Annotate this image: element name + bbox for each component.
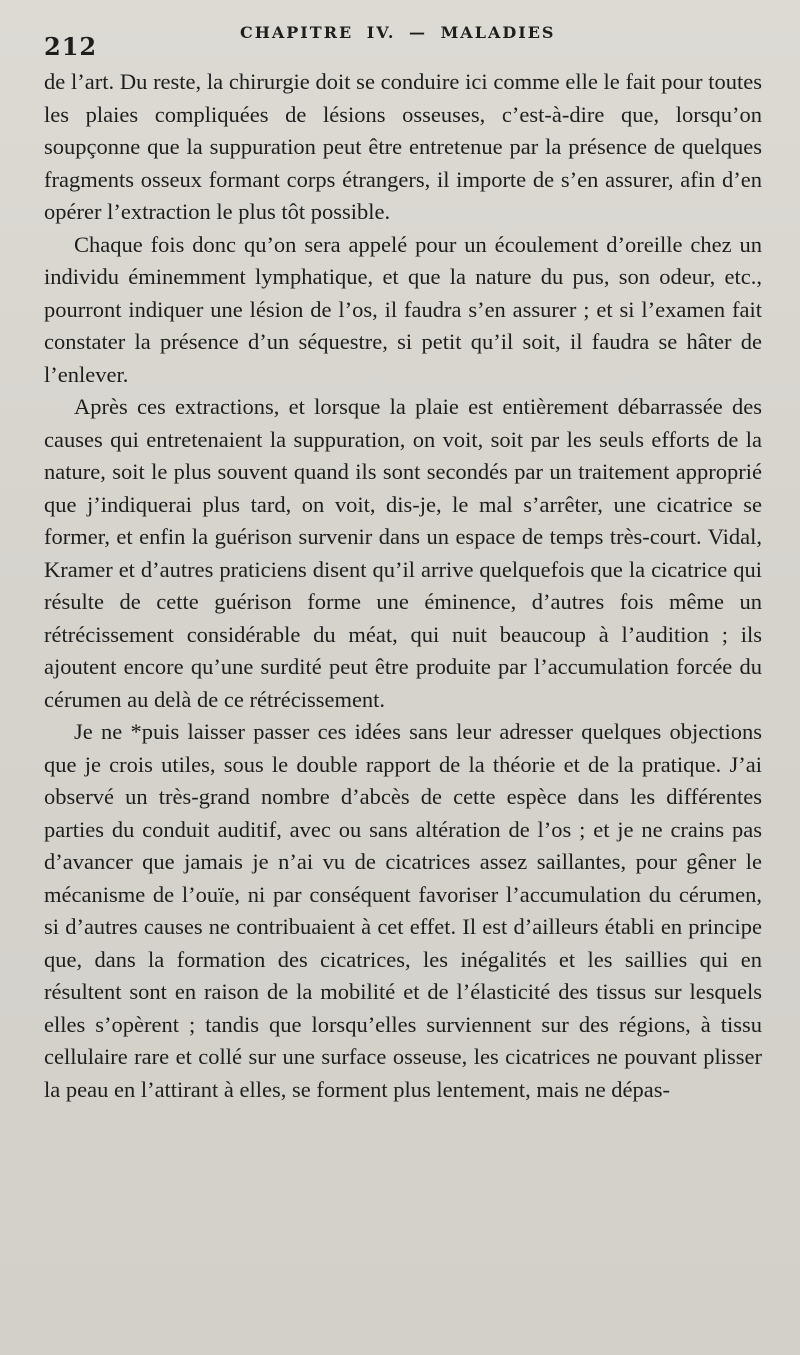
paragraph-2: Chaque fois donc qu’on sera appelé pour un écoulement d’oreille chez un individu éminemment lymphatique, et que la nature du pus, son odeur, etc., pourront indiquer une lésion de l’os, il faudra s’en assurer ; et si l’examen fait constater la présence d’un séquestre, si petit qu’il soit, il faudra se hâter de l’enlever. <box>44 231 762 387</box>
body-text <box>44 66 762 1106</box>
running-head <box>44 20 762 66</box>
paragraph-3: Après ces extractions, et lorsque la plaie est entièrement débarrassée des causes qui entretenaient la suppuration, on voit, soit par les seuls efforts de la nature, soit le plus souvent quand ils sont secondés par un traitement approprié que j’indiquerai plus tard, on voit, dis-je, le mal s’arrêter, une cicatrice se former, et enfin la guérison survenir dans un espace de temps très-court. Vidal, Kramer et d’autres praticiens disent qu’il arrive quelquefois que la cicatrice qui résulte de cette guérison forme une éminence, d’autres fois même un rétrécissement considérable du méat, qui nuit beaucoup à l’audition ; ils ajoutent encore qu’une surdité peut être produite par l’accumulation forcée du cérumen au delà de ce rétrécissement. <box>44 394 762 712</box>
paragraph-4: Je ne *puis laisser passer ces idées sans leur adresser quelques objections que je crois utiles, sous le double rapport de la théorie et de la pratique. J’ai observé un très-grand nombre d’abcès de cette espèce dans les différentes parties du conduit auditif, avec ou sans altération de l’os ; et je ne crains pas d’avancer que jamais je n’ai vu de cicatrices assez saillantes, pour gêner le mécanisme de l’ouïe, ni par conséquent favoriser l’accumulation du cérumen, si d’autres causes ne contribuaient à cet effet. Il est d’ailleurs établi en principe que, dans la formation des cicatrices, les inégalités et les saillies qui en résultent sont en raison de la mobilité et de l’élasticité des tissus sur lesquels elles s’opèrent ; tandis que lorsqu’elles surviennent sur des régions, à tissu cellulaire rare et collé sur une surface osseuse, les cicatrices ne pouvant plisser la peau en l’attirant à elles, se forment plus lentement, mais ne dépas- <box>44 719 762 1102</box>
chapter-title: CHAPITRE IV. — MALADIES <box>240 23 556 42</box>
paragraph-1: de l’art. Du reste, la chirurgie doit se conduire ici comme elle le fait pour toutes les plaies compliquées de lésions osseuses, c’est-à-dire que, lorsqu’on soupçonne que la suppuration peut être entretenue par la présence de quelques fragments osseux formant corps étrangers, il importe de s’en assurer, afin d’en opérer l’extraction le plus tôt possible. <box>44 69 762 224</box>
page-number: 212 <box>44 32 98 61</box>
